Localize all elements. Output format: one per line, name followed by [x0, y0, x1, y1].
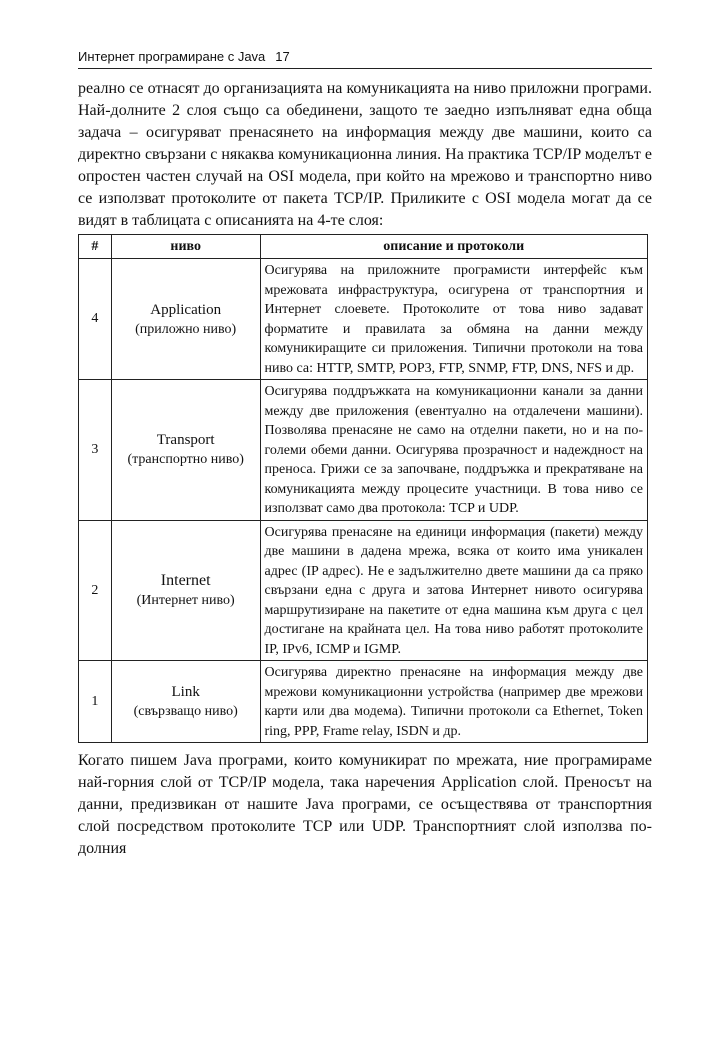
table-row [79, 380, 648, 521]
level-name: Internet [160, 571, 211, 589]
row-num: 2 [79, 520, 112, 661]
header-description: описание и протоколи [260, 235, 648, 259]
row-description: Осигурява поддръжката на комуникационни канали за данни между две приложения (евентуално на отдалечени машини). Позволява пренасяне не само на отделни пакети, но и на по-големи обеми данни. Осигурява прозрачност и надеждност на преноса. Грижи се за започване, поддръжка и прекратяване на комуникацията между процесите участници. В това ниво се използват само два протокола: TCP и UDP. [260, 380, 648, 521]
table-row [79, 520, 648, 661]
row-level [111, 380, 260, 521]
level-name: Transport [156, 432, 215, 449]
table-row [79, 259, 648, 380]
row-level [111, 661, 260, 743]
level-subname: (приложно ниво) [135, 321, 237, 337]
page [78, 48, 652, 860]
outro-paragraph: Когато пишем Java програми, които комуникират по мрежата, ние програмираме най-горния слой от TCP/IP модела, така наречения Application слой. Преносът на данни, предизвикан от нашите Java програми, се осъществява от транспортния слой посредством протоколите TCP или UDP. Транспортният слой използва по-долния [78, 752, 652, 857]
table-header-row [79, 235, 648, 259]
level-subname: (транспортно ниво) [127, 452, 244, 468]
level-subname: (Интернет ниво) [136, 592, 235, 608]
table-row [79, 661, 648, 743]
page-number: 17 [275, 49, 290, 64]
row-level [111, 520, 260, 661]
row-num: 3 [79, 380, 112, 521]
running-header-title: Интернет програмиране с Java [78, 49, 266, 64]
row-level [111, 259, 260, 380]
header-level: ниво [111, 235, 260, 259]
row-description: Осигурява на приложните програмисти интерфейс към мрежовата инфраструктура, осигурена от транспортния и Интернет слоевете. Протоколите от това ниво задават форматите и правилата за обмяна на данни между комуникиращите си приложения. Типични протоколи на това ниво са: HTTP, SMTP, POP3, FTP, SNMP, FTP, DNS, NFS и др. [260, 259, 648, 380]
row-description: Осигурява пренасяне на единици информация (пакети) между две машини в дадена мрежа, всяка от които има уникален адрес (IP адрес). Не е задължително двете машини да са пряко свързани една с друга и затова Интернет нивото осигурява маршрутизиране на пакетите от една машина към друга с цел достигане на крайната цел. На това ниво работят протоколите IP, IPv6, ICMP и IGMP. [260, 520, 648, 661]
layers-table [78, 234, 648, 743]
row-description: Осигурява директно пренасяне на информация между две мрежови комуникационни устройства (например две мрежови карти или два модема). Типични протоколи са Ethernet, Token ring, PPP, Frame relay, ISDN и др. [260, 661, 648, 743]
row-num: 4 [79, 259, 112, 380]
level-name: Application [150, 301, 222, 318]
level-name: Link [171, 684, 200, 700]
row-num: 1 [79, 661, 112, 743]
level-subname: (свързващо ниво) [133, 704, 238, 719]
running-header [78, 48, 652, 69]
header-num: # [79, 235, 112, 259]
intro-paragraph: реално се отнасят до организацията на комуникацията на ниво приложни програми. Най-долните 2 слоя също са обединени, защото те заедно изпълняват една обща задача – осигуряват пренасянето на информация между две машини, които са директно свързани с някаква комуникационна линия. На практика TCP/IP моделът е опростен частен случай на OSI модела, при който на мрежово и транспортно ниво се използват протоколите от пакета TCP/IP. Приликите с OSI модела могат да се видят в таблицата с описанията на 4-те слоя: [78, 80, 652, 229]
